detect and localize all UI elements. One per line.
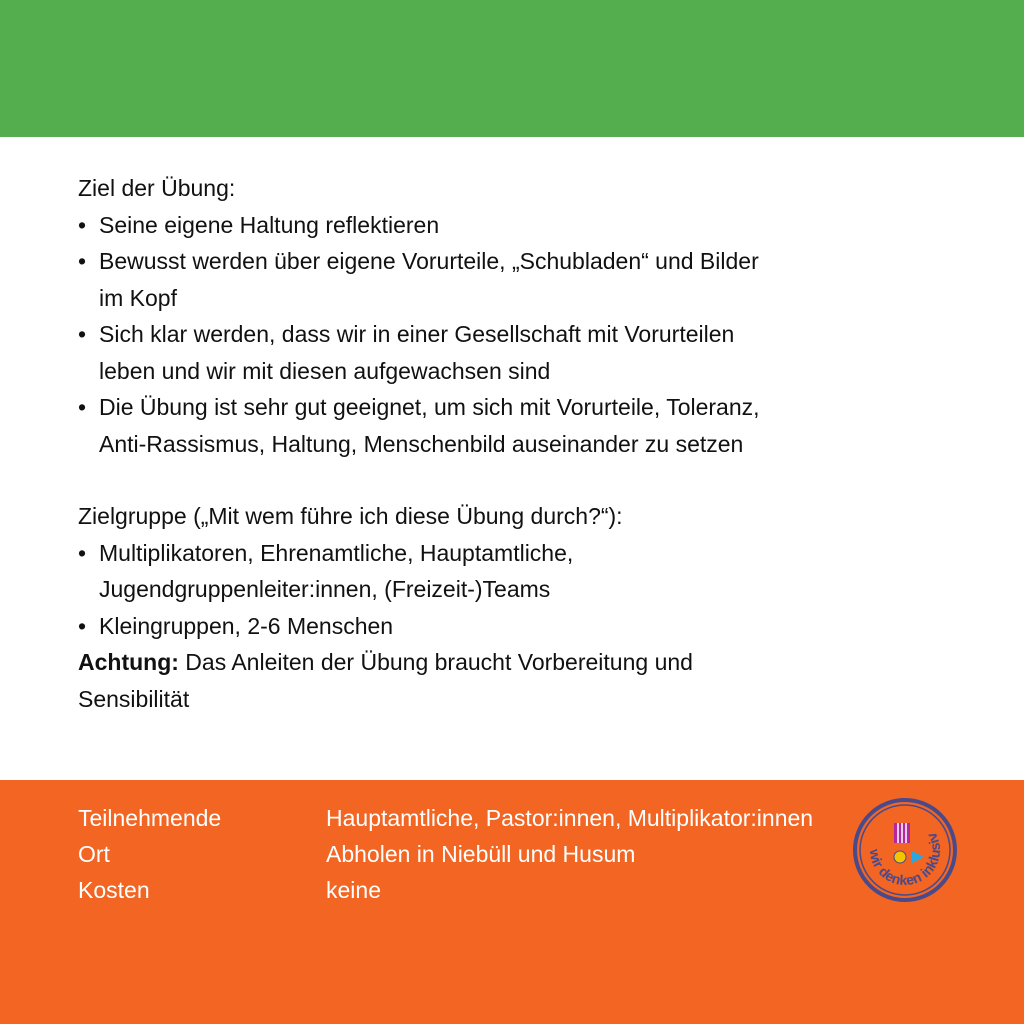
bullet-dot-icon: •	[78, 394, 87, 420]
stamp-blue-triangle	[912, 851, 924, 863]
target-group-bullet: • Kleingruppen, 2-6 Menschen	[78, 608, 938, 645]
exercise-description	[78, 170, 938, 717]
info-label: Kosten	[78, 877, 150, 903]
attention-text: Das Anleiten der Übung braucht Vorbereitung und	[178, 649, 693, 675]
attention-note-continuation: Sensibilität	[78, 685, 190, 712]
info-label: Ort	[78, 841, 110, 867]
goal-bullet-continuation: Anti-Rassismus, Haltung, Menschenbild auseinander zu setzen	[99, 430, 744, 457]
info-value: Hauptamtliche, Pastor:innen, Multiplikator:innen	[326, 805, 814, 831]
goal-bullet: • Seine eigene Haltung reflektieren	[78, 207, 938, 244]
attention-note	[78, 644, 938, 681]
top-color-band	[0, 0, 1024, 137]
target-group-heading: Zielgruppe („Mit wem führe ich diese Übung durch?“):	[78, 503, 623, 529]
inclusion-stamp-icon	[850, 795, 960, 905]
target-group-bullet-continuation: Jugendgruppenleiter:innen, (Freizeit-)Teams	[99, 576, 551, 602]
bullet-dot-icon: •	[78, 248, 87, 274]
info-value: Abholen in Niebüll und Husum	[326, 841, 636, 867]
bullet-dot-icon: •	[78, 211, 87, 238]
goal-bullet-continuation: im Kopf	[99, 284, 177, 311]
goal-bullet: • Sich klar werden, dass wir in einer Gesellschaft mit Vorurteilen	[78, 316, 938, 353]
bullet-dot-icon: •	[78, 321, 87, 347]
attention-label: Achtung:	[78, 649, 179, 675]
bullet-dot-icon: •	[78, 612, 87, 639]
info-value: keine	[326, 877, 381, 903]
stamp-text: wir denken inklusiv	[866, 830, 944, 889]
goal-bullet: • Die Übung ist sehr gut geeignet, um sich mit Vorurteile, Toleranz,	[78, 389, 938, 426]
bullet-dot-icon: •	[78, 539, 87, 566]
goal-bullet-continuation: leben und wir mit diesen aufgewachsen sind	[99, 357, 551, 384]
info-label: Teilnehmende	[78, 805, 222, 831]
target-group-bullet: • Multiplikatoren, Ehrenamtliche, Hauptamtliche,	[78, 535, 938, 572]
stamp-yellow-circle	[894, 851, 906, 863]
goal-heading: Ziel der Übung:	[78, 175, 236, 201]
goal-bullet: • Bewusst werden über eigene Vorurteile, „Schubladen“ und Bilder	[78, 243, 938, 280]
